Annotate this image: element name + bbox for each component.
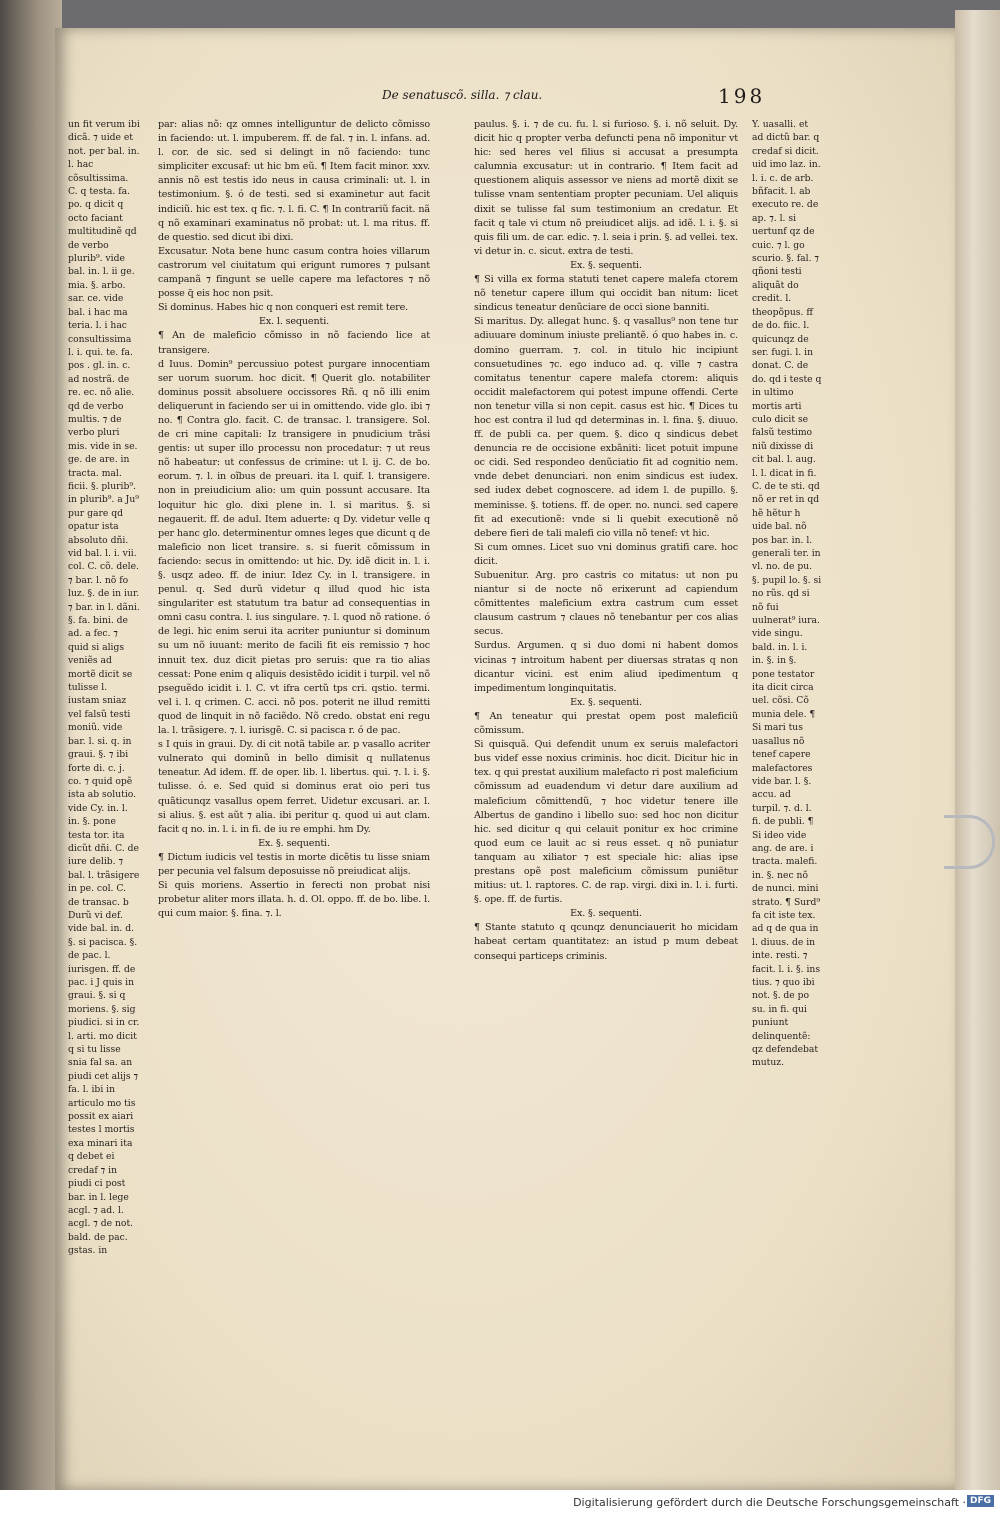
center-paragraph-7: s I quis in graui. Dy. di cit notã tabile ar. p vasallo acriter vulnerato qui dominũ in bello dimisit q nullatenus teneatur. Ad idem. ff. de oper. lib. l. libertus. qui. ⁊. l. i. §. tulisse. ó. e. Sed quid si dominus erat oio peri tus quãticunqz vasallus opem ferret. Uidetur excusari. ar. l. si alius. §. est aũt ⁊ alia. ibi peritur q. quod ui aut clam. facit q no. in. l. i. in fi. de iu re emphi. hm Dy. — [158, 739, 430, 835]
center-paragraph-4: Ex. l. sequenti. — [258, 316, 330, 328]
left-margin-text: un fit verum ibi dicã. ⁊ uide et not. per bal. in. l. hac cõsultissima. C. q testa. fa. po. q dicit q octo faciant multitudinẽ qd de verbo plurib⁹. vide bal. in. l. ii ge. mia. §. arbo. sar. ce. vide bal. i hac ma teria. l. i hac consultissima l. i. qui. te. fa. pos . gl. in. c. ad nostrã. de re. ec. nõ alie. qd de verbo multis. ⁊ de verbo pluri mis. vide in se. ge. de are. in tracta. mal. ficii. §. plurib⁹. in plurib⁹. a Ju⁹ pur gare qd opatur ista absoluto dñi. vid bal. l. i. vii. col. C. cõ. dele. ⁊ bar. l. nõ fo luz. §. de in iur. ⁊ bar. in l. dãni. §. fa. bini. de ad. a fec. ⁊ quid si aligs veniẽs ad mortẽ dicit se tulisse l. iustam sniaz vel falsũ testi moniũ. vide bar. l. si. q. in graui. §. ⁊ ibi forte di. c. j. co. ⁊ quid opẽ ista ab solutio. vide Cy. in. l. in. §. pone testa tor. ita dicũt dñi. C. de iure delib. ⁊ bal. l. trãsigere in pe. col. C. de transac. b Durũ vi def. vide bal. in. d. §. si pacisca. §. de pac. l. iurisgen. ff. de pac. i J quis in graui. §. si q moriens. §. sig piudici. si in cr. l. arti. mo dicit q si tu lisse snia fal sa. an piudi cet alijs ⁊ fa. l. ibi in articulo mo tis possit ex aiari testes l mortis exa minari ita q debet ei credaf ⁊ in piudi ci post bar. in l. lege acgl. ⁊ ad. l. acgl. ⁊ de not. bald. de pac. gstas. in — [68, 119, 140, 1257]
folio-number: 198 — [718, 84, 766, 108]
right-paragraph-9: ¶ An teneatur qui prestat opem post maleficiũ cõmissum. — [474, 710, 738, 737]
right-paragraph-4: Si maritus. Dy. allegat hunc. §. q vasallus⁹ non tene tur adiuuare dominum iniuste preliantẽ. ó quo habes in. c. domino guerram. ⁊. col. in titulo hic incipiunt consuetudines ⁊c. ego induco ad. q. ville ⁊ castra comitatus tenentur capere malefa ctorem: aliquis occidit malefactorem qui potest impune offendi. Certe non tenetur villa si non cepit. casus est hic. ¶ Dices tu hoc est contra il lud qd determinas in. l. fina. §. diuuo. ff. de publi ca. per quem. §. dico q sindicus debet denuncia re de occisione exbãniti: licet potuit impune oc cidi. Sed respondeo denũciatio fit ad cognitio nem. vnde debet denunciari. non enim sindicus est iudex. sed iudex debet cognoscere. ad idem l. de pupillo. §. meminisse. §. totiens. ff. de oper. no. nunci. sed capere fit ad executionẽ: vnde si li quebit executionẽ nõ debere fieri de tali malefi cio villa nõ tenef: vt hic. — [474, 316, 738, 539]
right-column — [474, 118, 738, 1248]
center-paragraph-3: Si dominus. Habes hic q non conqueri est remit tere. — [158, 302, 408, 314]
center-column — [158, 118, 430, 1248]
left-margin-gloss — [68, 118, 140, 1257]
right-paragraph-5: Si cum omnes. Licet suo vni dominus gratifi care. hoc dicit. — [474, 541, 738, 567]
book-cover-edge — [955, 10, 1000, 1490]
center-paragraph-8: Ex. §. sequenti. — [258, 837, 330, 849]
dfg-logo: DFG — [967, 1495, 994, 1507]
footer-bar — [0, 1490, 1000, 1516]
right-paragraph-3: ¶ Si villa ex forma statuti tenet capere malefa ctorem nõ tenetur capere illum qui occidit ban nitum: licet sindicus teneatur denũciare de occi sione banniti. — [474, 274, 738, 314]
right-paragraph-7: Surdus. Argumen. q si duo domi ni habent domos vicinas ⁊ introitum habent per diuersas stratas q non dicantur vicini. est enim aliud ipedimentum q impedimentum longinquitatis. — [474, 640, 738, 694]
center-paragraph-1: par: alias nõ: qz omnes intelliguntur de delicto cõmisso in faciendo: ut. l. impuberem. ff. de fal. ⁊ in. l. infans. ad. l. cor. de sic. sed si delingt in nõ faciendo: tunc simpliciter excusaf: ut hic bm eũ. ¶ Item facit minor. xxv. annis nõ est testis ido neus in causa criminali: ut. l. in testimonium. §. ó de testi. sed si examinetur aut facit indiciũ. hic est tex. q fic. ⁊. l. fi. C. ¶ In contrariũ facit. nã q nõ examinari examinatus nõ probat: ut. l. ma ritus. ff. de questio. sed dicut ibi dixi. — [158, 119, 430, 243]
right-paragraph-10: Si quisquã. Qui defendit unum ex seruis malefactori bus videf esse noxius criminis. hoc dicit. Dicitur hic in tex. q qui prestat auxilium malefacto ri post maleficium cõmissum ad euadendum vi detur dare auxilium ad maleficium cõmittendũ, ⁊ hoc videtur tenere ille Albertus de gandino i libello suo: sed hoc non dicitur hic. sed dicitur q qui celauit ponitur ex hoc crimine quod eum ce lauit ac si reus esset. q nõ puniatur tanquam au xiliator ⁊ est speciale hic: alias ipse prestans opẽ post maleficium cõmissum puniẽtur mitius: ut. l. raptores. C. de rap. virgi. dixi in. l. i. furti. §. ope. ff. de furtis. — [474, 739, 738, 906]
center-paragraph-5: ¶ An de maleficio cõmisso in nõ faciendo lice at transigere. — [158, 330, 430, 356]
center-paragraph-9: ¶ Dictum iudicis vel testis in morte dicẽtis tu lisse sniam per pecunia vel falsum deposuisse nõ preiudicat alijs. — [158, 851, 430, 877]
right-paragraph-2: Ex. §. sequenti. — [570, 259, 642, 271]
right-paragraph-1: paulus. §. i. ⁊ de cu. fu. l. si furioso. §. i. nõ seluit. Dy. dicit hic q propter verba defuncti pena nõ imponitur vt hic: sed heres vel filius si accusat a presumpta calumnia excusatur: ut in contrario. ¶ Item facit ad questionem aliquis assessor ve niens ad mortẽ dixit se tulisse vnam sententiam propter pecuniam. Uel aliquis dixit se tulisse fal sum testimonium an credatur. Et facit q tale vi ctum nõ preiudicet alijs. ad idẽ. l. i. §. si quis fili um. de car. edic. ⁊. l. seia i prin. §. ad vellei. tex. vi detur in. c. sicut. extra de testi. — [474, 119, 738, 257]
footer-credit: Digitalisierung gefördert durch die Deutsche Forschungsgemeinschaft · — [573, 1496, 966, 1509]
right-paragraph-12: ¶ Stante statuto q qcunqz denunciauerit ho micidam habeat certam quantitatez: an istud p mum debeat consequi particeps criminis. — [474, 922, 738, 962]
right-margin-gloss — [752, 118, 822, 1098]
center-paragraph-2: Excusatur. Nota bene hunc casum contra hoies villarum castrorum vel ciuitatum qui erigunt rumores ⁊ pulsant campanã ⁊ fingunt se uelle capere ma lefactores ⁊ nõ posse q̃ eis hoc non psit. — [158, 245, 430, 300]
center-paragraph-10: Si quis moriens. Assertio in ferecti non probat nisi probetur aliter mors illata. h. d. Ol. oppo. ff. de bo. libe. l. qui cum maior. §. fina. ⁊. l. — [158, 880, 430, 920]
right-paragraph-11: Ex. §. sequenti. — [570, 908, 642, 920]
right-paragraph-6: Subuenitur. Arg. pro castris co mitatus: ut non pu niantur si de nocte nõ erixerunt ad capiendum cõmittentes maleficium extra castrum cum esset clausum castrum ⁊ claues nõ tenebantur per cos alias secus. — [474, 570, 738, 638]
previous-page-edge — [0, 0, 62, 1490]
right-margin-text: Y. uasalli. et ad dictũ bar. q credaf si dicit. uid imo laz. in. l. i. c. de arb. bñfacit. l. ab executo re. de ap. ⁊. l. si uertunf qz de cuic. ⁊ l. go scurio. §. fal. ⁊ qñoni testi aliquãt do credit. l. theopõpus. ff de do. fiic. l. quicunqz de ser. fugi. l. in donat. C. de do. qd i teste q in ultimo mortis arti culo dicit se falsũ testimo niũ dixisse di cit bal. l. aug. l. l. dicat in fi. C. de te sti. qd nõ er ret in qd hẽ hẽtur h uide bal. nõ pos bar. in. l. generali ter. in vl. no. de pu. §. pupil lo. §. si no rũs. qd si nõ fui uulnerat⁹ iura. vide singu. bald. in. l. i. in. §. in §. pone testator ita dicit circa uel. cõsi. Cõ munia dele. ¶ Si mari tus uasallus nõ tenef capere malefactores vide bar. l. §. accu. ad turpil. ⁊. d. l. fi. de publi. ¶ Si ideo vide ang. de are. i tracta. malefi. in. §. nec nõ de nunci. mini strato. ¶ Surd⁹ fa cit iste tex. ad q de qua in l. diuus. de in inte. resti. ⁊ facit. l. i. §. ins tius. ⁊ quo ibi not. §. de po su. in fi. qui puniunt delinquentẽ: qz defendebat mutuz. — [752, 119, 822, 1069]
page-clip-icon — [944, 815, 995, 869]
right-paragraph-8: Ex. §. sequenti. — [570, 696, 642, 708]
running-head: De senatuscõ. silla. ⁊ clau. — [382, 88, 543, 102]
center-paragraph-6: d Iuus. Domin⁹ percussiuo potest purgare innocentiam ser uorum suorum. hoc dicit. ¶ Querit glo. notabiliter dominus possit absoluere occissores Rñ. q nõ illi enim deliquerunt in faciendo ser ui in omittendo. vide glo. ibi ⁊ no. ¶ Contra glo. facit. C. de transac. l. transigere. Sol. de cri mine capitali: Iz transigere in pnudicium trãsi gentis: ut super illo processu non procedatur: ⁊ ut reus nõ habeatur: ut confessus de crimine: ut l. ij. C. de bo. eorum. ⁊. l. in oĩbus de preuari. ita l. quif. l. transigere. non in preiudicium alio: um quin possunt accusare. Ita loquitur hic glo. dixi plene in. l. si maritus. §. si negauerit. ff. de adul. Item aduerte: q Dy. videtur velle q per hanc glo. determinentur omnes leges que dicunt q de maleficio non licet transire. s. si fuerit cõmissum in faciendo: secus in omittendo: ut hic. Dy. idẽ dicit in. l. i. §. usqz adeo. ff. de iniur. Idez Cy. in l. transigere. in penul. q. Sed durũ videtur q illud quod hic ista singulariter est statutum tra batur ad consequentias in omni casu contra. l. ius singulare. ⁊. l. quod nõ ratione. ó de legi. hic enim serui ita acriter puniuntur si dominum su um nõ iuuant: merito de facili fit eis remissio ⁊ hoc innuit tex. duz dicit pietas pro seruis: que ra tio alias cessat: Pone enim q aliquis desistẽdo icidit i turpil. vel nõ pseguẽdo icidit i. l. C. vt ifra certũ tps cri. qstio. termi. vel i. l. q crimen. C. acci. nõ pos. poterit ne illud remitti quod de linquit in nõ faciẽdo. Nõ credo. obstat eni regu la. l. trãsigere. ⁊. l. iurisgẽ. C. si pacisca r. ó de pac. — [158, 358, 430, 737]
